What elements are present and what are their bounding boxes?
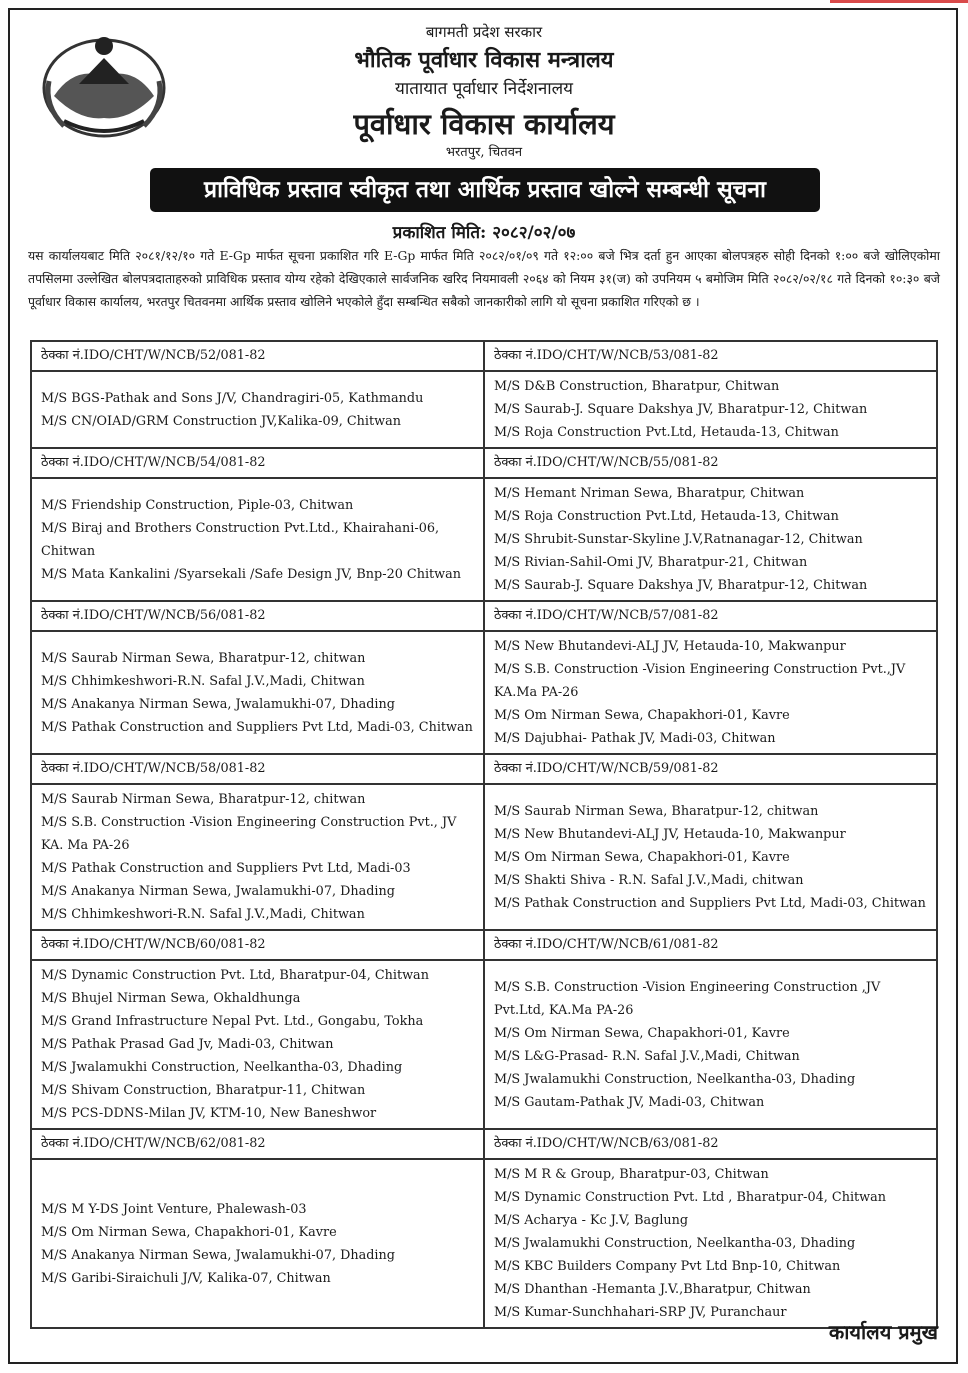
bidder-list-row [31,960,937,1129]
bidder-firm: M/S New Bhutandevi-ALJ JV, Hetauda-10, Makwanpur [494,639,846,654]
bidder-list-cell [31,478,484,601]
tender-number-row [31,930,937,960]
bidder-list-cell [31,960,484,1129]
bidder-firm: M/S Pathak Construction and Suppliers Pvt Ltd, Madi-03, Chitwan [494,895,926,911]
bidder-firm: M/S Bhujel Nirman Sewa, Okhaldhunga [41,991,301,1006]
bidder-firm: M/S Saurab Nirman Sewa, Bharatpur-12, chitwan [494,803,819,819]
bidder-list-cell [484,1159,937,1328]
office-location: भरतपुर, चितवन [445,145,523,160]
bidder-firm: M/S M R & Group, Bharatpur-03, Chitwan [494,1167,769,1182]
tender-number-row [31,448,937,478]
bidder-firm: M/S Pathak Construction and Suppliers Pvt Ltd, Madi-03 [41,861,411,876]
bidder-firm: M/S M Y-DS Joint Venture, Phalewash-03 [41,1201,307,1217]
publish-date: प्रकाशित मिति: २०८२/०२/०७ [392,223,576,243]
bidder-firm: M/S L&G-Prasad- R.N. Safal J.V.,Madi, Chitwan [494,1048,800,1064]
bidder-firm: M/S Pathak Construction and Suppliers Pvt Ltd, Madi-03, Chitwan [41,719,473,735]
directorate-name: यातायात पूर्वाधार निर्देशनालय [394,79,574,99]
tender-number: ठेक्का नं.IDO/CHT/W/NCB/53/081-82 [484,341,937,371]
bidder-firm: M/S Jwalamukhi Construction, Neelkantha-03, Dhading [494,1236,856,1251]
bidder-list-row [31,371,937,448]
bidder-firm: M/S Om Nirman Sewa, Chapakhori-01, Kavre [41,1224,337,1240]
bidder-list-row [31,784,937,930]
bidder-firm: M/S Saurab-J. Square Dakshya JV, Bharatpur-12, Chitwan [494,578,868,593]
province-government: बागमती प्रदेश सरकार [425,23,543,41]
bidder-list-cell [484,371,937,448]
bidder-firm: M/S Jwalamukhi Construction, Neelkantha-03, Dhading [494,1071,856,1087]
bidder-firm: M/S Om Nirman Sewa, Chapakhori-01, Kavre [494,849,790,865]
bidder-firm: M/S Kumar-Sunchhahari-SRP JV, Puranchaur [494,1305,787,1320]
bidder-firm: M/S Hemant Nriman Sewa, Bharatpur, Chitwan [494,486,805,501]
bidder-firm: M/S Garibi-Siraichuli J/V, Kalika-07, Chitwan [41,1270,331,1286]
tender-number: ठेक्का नं.IDO/CHT/W/NCB/57/081-82 [484,601,937,631]
bidder-firm: M/S Rivian-Sahil-Omi JV, Bharatpur-21, Chitwan [494,555,808,570]
bidder-list-cell [484,631,937,754]
bidder-firm: M/S Anakanya Nirman Sewa, Jwalamukhi-07, Dhading [41,884,395,899]
tender-number: ठेक्का नं.IDO/CHT/W/NCB/58/081-82 [31,754,484,784]
notice-title-banner: प्राविधिक प्रस्ताव स्वीकृत तथा आर्थिक प्रस्ताव खोल्ने सम्बन्धी सूचना [150,168,820,212]
tender-number: ठेक्का नं.IDO/CHT/W/NCB/56/081-82 [31,601,484,631]
bidder-firm: M/S Saurab-J. Square Dakshya JV, Bharatpur-12, Chitwan [494,402,868,417]
bidder-firm: M/S Roja Construction Pvt.Ltd, Hetauda-13, Chitwan [494,425,839,440]
bidder-list-cell [31,631,484,754]
bidder-firm: M/S Friendship Construction, Piple-03, Chitwan [41,497,354,513]
bidder-list-row [31,631,937,754]
top-edge-mark [830,0,968,3]
bidder-firm: M/S CN/OIAD/GRM Construction JV,Kalika-09, Chitwan [41,413,401,429]
ministry-name: भौतिक पूर्वाधार विकास मन्त्रालय [354,47,614,73]
bidder-firm: M/S New Bhutandevi-ALJ JV, Hetauda-10, Makwanpur [494,826,846,842]
office-name: पूर्वाधार विकास कार्यालय [353,107,615,141]
bidder-firm: M/S Dajubhai- Pathak JV, Madi-03, Chitwan [494,731,776,746]
bidder-firm: M/S Acharya - Kc J.V, Baglung [494,1213,689,1228]
bidder-firm: M/S Om Nirman Sewa, Chapakhori-01, Kavre [494,1025,790,1041]
bidder-list-row [31,1159,937,1328]
bidder-list-cell [31,371,484,448]
tender-number: ठेक्का नं.IDO/CHT/W/NCB/52/081-82 [31,341,484,371]
tender-number: ठेक्का नं.IDO/CHT/W/NCB/54/081-82 [31,448,484,478]
tender-number: ठेक्का नं.IDO/CHT/W/NCB/55/081-82 [484,448,937,478]
bidder-firm: M/S S.B. Construction -Vision Engineering Construction Pvt., JV KA. Ma PA-26 [41,815,457,853]
tender-number: ठेक्का नं.IDO/CHT/W/NCB/61/081-82 [484,930,937,960]
bidder-firm: M/S Anakanya Nirman Sewa, Jwalamukhi-07, Dhading [41,1247,395,1263]
bidder-firm: M/S Shivam Construction, Bharatpur-11, Chitwan [41,1083,366,1098]
tender-number: ठेक्का नं.IDO/CHT/W/NCB/59/081-82 [484,754,937,784]
bidder-firm: M/S Chhimkeshwori-R.N. Safal J.V.,Madi, Chitwan [41,907,365,922]
bidder-firm: M/S Saurab Nirman Sewa, Bharatpur-12, chitwan [41,792,366,807]
bidder-firm: M/S Biraj and Brothers Construction Pvt.Ltd., Khairahani-06, Chitwan [41,520,440,559]
tender-number-row [31,1129,937,1159]
bidder-firm: M/S Jwalamukhi Construction, Neelkantha-03, Dhading [41,1060,403,1075]
tender-table [30,340,938,1329]
notice-intro-paragraph: यस कार्यालयबाट मिति २०८१/१२/१० गते E-Gp मार्फत सूचना प्रकाशित गरि E-Gp मार्फत मिति २०८२/०१/०९ गते १२:०० बजे भित्र दर्ता हुन आएका बोलपत्रहरु सोही दिनको १:०० बजे खोलिएकोमा तपसिलमा उल्लेखित बोलपत्रदाताहरुको प्राविधिक प्रस्ताव योग्य रहेको देखिएकाले सार्वजनिक खरिद नियमावली २०६४ को नियम ३१(ज) को उपनियम ५ बमोजिम मिति २०८२/०२/१८ गते दिनको १०:३० बजे पूर्वाधार विकास कार्यालय, भरतपुर चितवनमा आर्थिक प्रस्ताव खोलिने भएकोले हुँदा सम्बन्धित सबैको जानकारीको लागि यो सूचना प्रकाशित गरिएको छ । [28,248,940,309]
bidder-firm: M/S Pathak Prasad Gad Jv, Madi-03, Chitwan [41,1037,334,1052]
bidder-list-cell [484,960,937,1129]
bidder-firm: M/S PCS-DDNS-Milan JV, KTM-10, New Baneshwor [41,1106,377,1121]
bidder-firm: M/S Saurab Nirman Sewa, Bharatpur-12, chitwan [41,650,366,666]
tender-number: ठेक्का नं.IDO/CHT/W/NCB/62/081-82 [31,1129,484,1159]
bidder-firm: M/S Grand Infrastructure Nepal Pvt. Ltd., Gongabu, Tokha [41,1014,424,1029]
bidder-firm: M/S Dynamic Construction Pvt. Ltd , Bharatpur-04, Chitwan [494,1190,886,1205]
tender-number-row [31,341,937,371]
bidder-firm: M/S Mata Kankalini /Syarsekali /Safe Design JV, Bnp-20 Chitwan [41,566,462,582]
bidder-firm: M/S D&B Construction, Bharatpur, Chitwan [494,379,780,394]
bidder-firm: M/S Roja Construction Pvt.Ltd, Hetauda-13, Chitwan [494,509,839,524]
bidder-firm: M/S Chhimkeshwori-R.N. Safal J.V.,Madi, Chitwan [41,673,365,689]
tender-number: ठेक्का नं.IDO/CHT/W/NCB/60/081-82 [31,930,484,960]
bidder-firm: M/S Gautam-Pathak JV, Madi-03, Chitwan [494,1094,765,1110]
bidder-list-cell [31,784,484,930]
bidder-list-cell [484,784,937,930]
tender-number: ठेक्का नं.IDO/CHT/W/NCB/63/081-82 [484,1129,937,1159]
tender-number-row [31,601,937,631]
bidder-firm: M/S Dynamic Construction Pvt. Ltd, Bharatpur-04, Chitwan [41,968,429,983]
bidder-firm: M/S KBC Builders Company Pvt Ltd Bnp-10, Chitwan [494,1259,841,1274]
bidder-firm: M/S BGS-Pathak and Sons J/V, Chandragiri-05, Kathmandu [41,390,424,406]
bidder-firm: M/S Shakti Shiva - R.N. Safal J.V.,Madi, chitwan [494,872,804,888]
bidder-firm: M/S Om Nirman Sewa, Chapakhori-01, Kavre [494,708,790,723]
bidder-list-row [31,478,937,601]
tender-number-row [31,754,937,784]
bidder-firm: M/S Dhanthan -Hemanta J.V.,Bharatpur, Chitwan [494,1282,811,1297]
bidder-firm: M/S Shrubit-Sunstar-Skyline J.V,Ratnanagar-12, Chitwan [494,532,863,547]
bidder-firm: M/S S.B. Construction -Vision Engineering Construction ,JV Pvt.Ltd, KA.Ma PA-26 [494,979,881,1018]
bidder-firm: M/S S.B. Construction -Vision Engineering Construction Pvt.,JV KA.Ma PA-26 [494,662,906,700]
bidder-list-cell [484,478,937,601]
bidder-list-cell [31,1159,484,1328]
office-chief-signature: कार्यालय प्रमुख [828,1320,938,1344]
bidder-firm: M/S Anakanya Nirman Sewa, Jwalamukhi-07, Dhading [41,696,395,712]
